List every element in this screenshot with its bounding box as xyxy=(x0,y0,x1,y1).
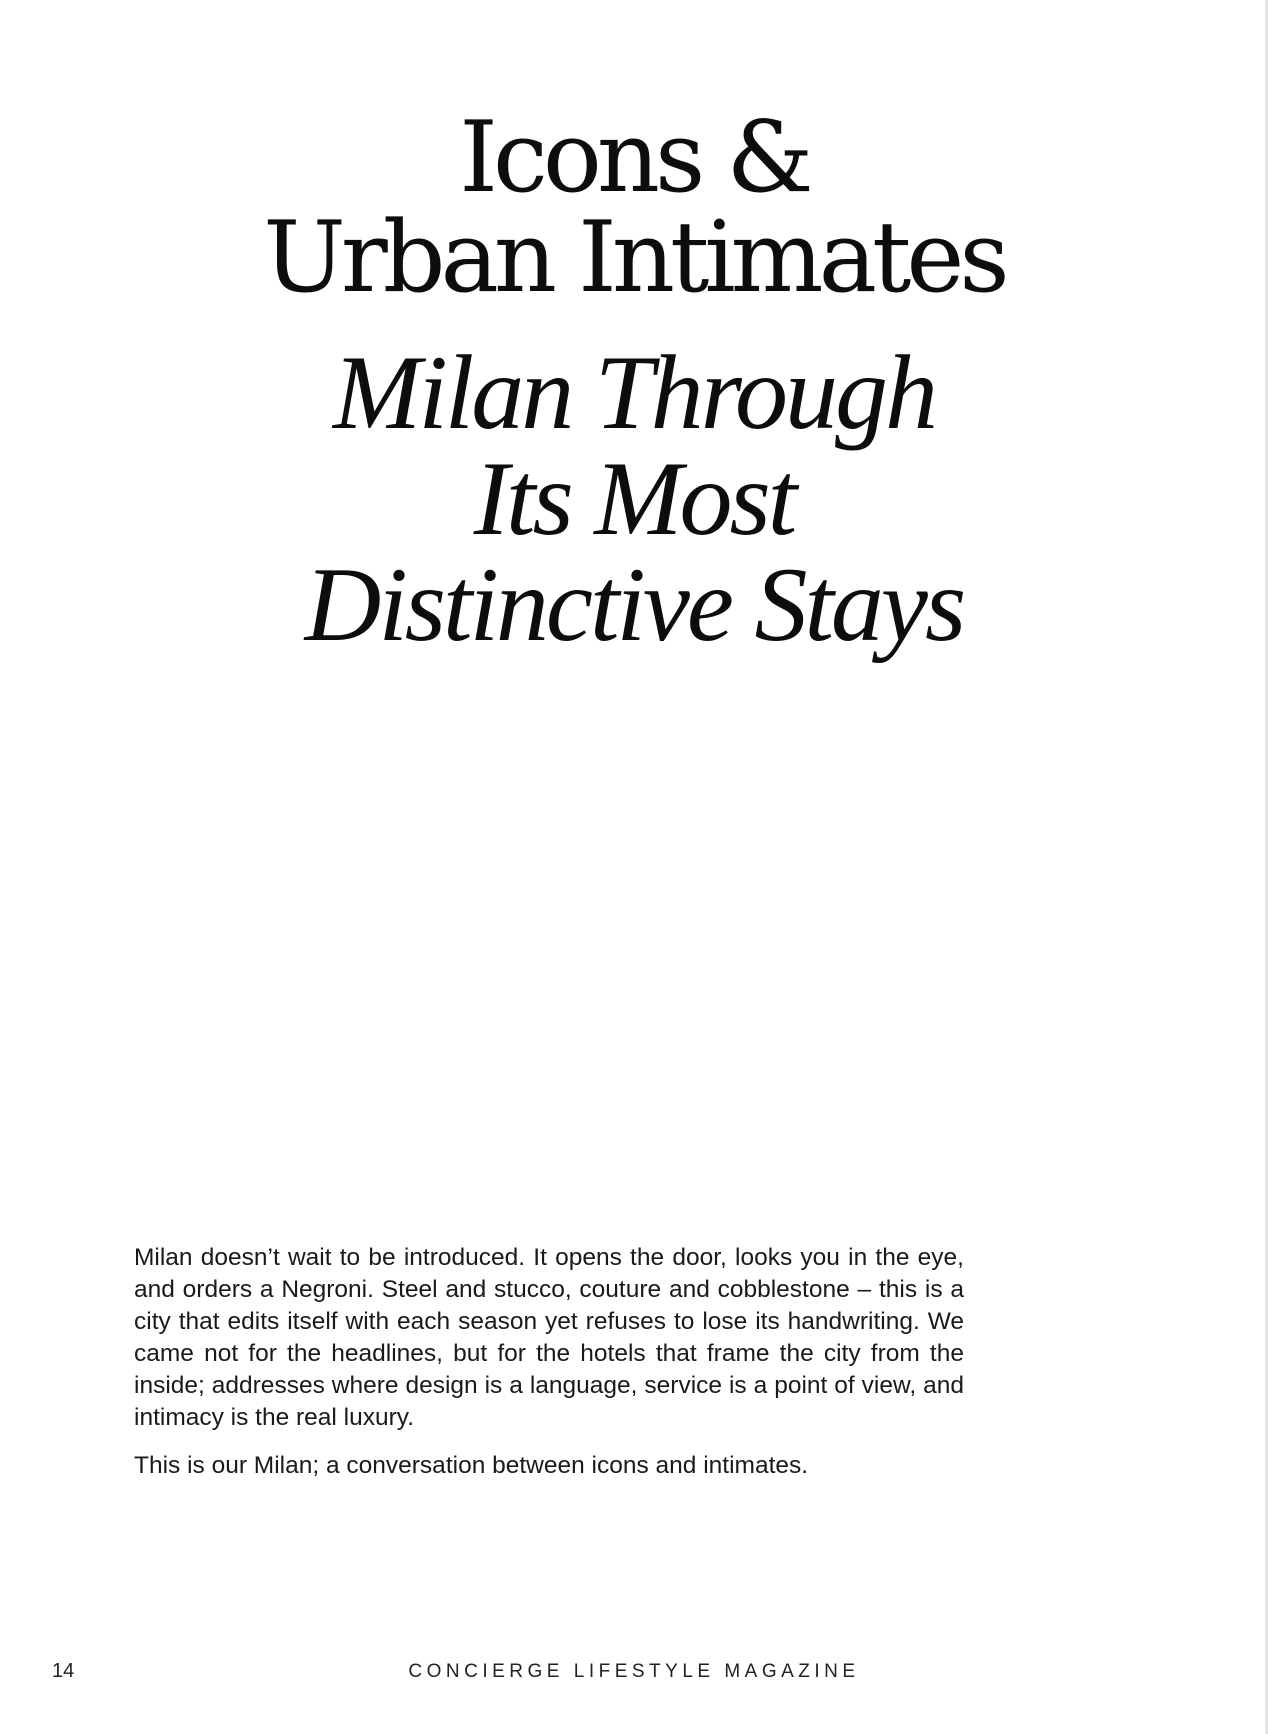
subtitle-line-2: Its Most xyxy=(473,440,795,557)
title-line-1: Icons & xyxy=(459,101,809,215)
subtitle-line-1: Milan Through xyxy=(333,334,935,451)
subtitle-line-3: Distinctive Stays xyxy=(304,546,964,663)
publication-name: CONCIERGE LIFESTYLE MAGAZINE xyxy=(408,1661,860,1682)
body-paragraph-1: Milan doesn’t wait to be introduced. It opens the door, looks you in the eye, and orders a Negroni. Steel and stucco, couture and cobblestone – this is a city that edits itself with each season yet refuses to lose its handwriting. We came not for the headlines, but for the hotels that frame the city from the inside; addresses where design is a language, service is a point of view, and intimacy is the real luxury. xyxy=(134,1244,964,1431)
article-body xyxy=(134,1242,964,1498)
article-subtitle xyxy=(0,334,1268,663)
title-line-2: Urban Intimates xyxy=(263,201,1005,315)
page-number: 14 xyxy=(52,1660,75,1682)
body-paragraph-2: This is our Milan; a conversation between icons and intimates. xyxy=(134,1452,809,1479)
article-title xyxy=(0,101,1268,315)
